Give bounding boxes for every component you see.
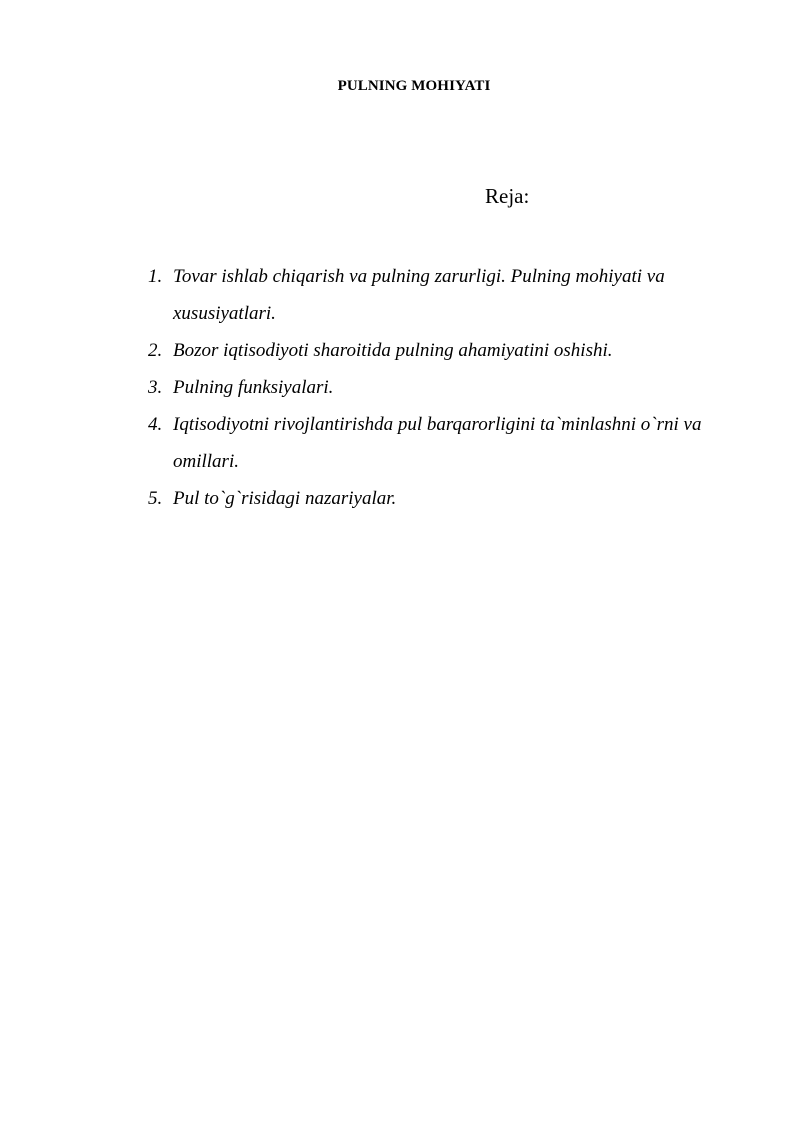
plan-item-number: 5. (148, 488, 163, 509)
plan-item (148, 480, 748, 517)
plan-item (148, 406, 748, 480)
plan-item (148, 369, 748, 406)
plan-item-number: 2. (148, 340, 163, 361)
plan-item-number: 1. (148, 266, 163, 287)
plan-item-text: Bozor iqtisodiyoti sharoitida pulning ahamiyatini oshishi. (173, 340, 613, 361)
plan-item-text: Pulning funksiyalari. (173, 377, 334, 398)
plan-item-number: 3. (148, 377, 163, 398)
plan-item-text: Tovar ishlab chiqarish va pulning zarurligi. Pulning mohiyati va xususiyatlari. (173, 266, 665, 324)
plan-item (148, 332, 748, 369)
plan-item-text: Pul to`g`risidagi nazariyalar. (173, 488, 397, 509)
plan-item (148, 258, 748, 332)
plan-item-text: Iqtisodiyotni rivojlantirishda pul barqarorligini ta`minlashni o`rni va omillari. (173, 414, 702, 472)
document-title: PULNING MOHIYATI (337, 78, 491, 94)
plan-list (148, 258, 748, 517)
plan-heading: Reja: (485, 184, 530, 208)
plan-item-number: 4. (148, 414, 163, 435)
